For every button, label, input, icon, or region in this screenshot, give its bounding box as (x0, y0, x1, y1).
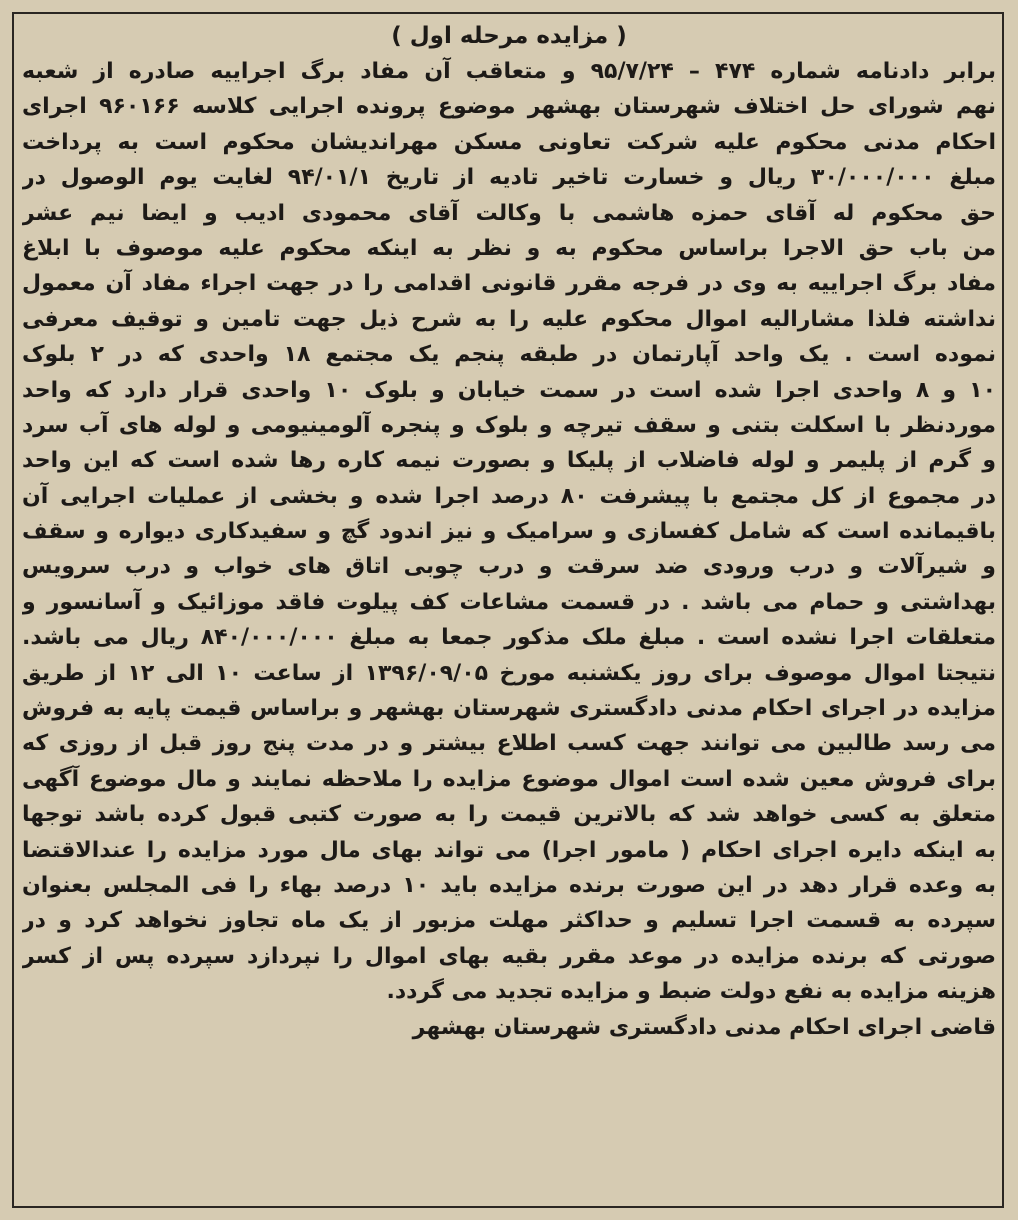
notice-line: من باب حق الاجرا براساس محکوم به و نظر به اینکه محکوم علیه موصوف با ابلاغ (22, 235, 996, 261)
notice-line: و شیرآلات و درب ورودی ضد سرقت و درب چوبی اتاق های خواب و درب سرویس (22, 554, 996, 580)
notice-title: ( مزایده مرحله اول ) (391, 23, 627, 49)
notice-line: به وعده قرار دهد در این صورت برنده مزایده باید ۱۰ درصد بهاء را فی المجلس بعنوان (22, 872, 996, 898)
notice-line: و گرم از پلیمر و لوله فاضلاب از پلیکا و بصورت نیمه کاره رها شده است که این واحد (22, 448, 996, 474)
judge-signature-line: قاضی اجرای احکام مدنی دادگستری شهرستان بهشهر (412, 1014, 996, 1040)
notice-line: مبلغ ۳۰/۰۰۰/۰۰۰ ریال و خسارت تاخیر تادیه از تاریخ ۹۴/۰۱/۱ لغایت یوم الوصول در (22, 165, 996, 191)
notice-line: به اینکه دایره اجرای احکام ( مامور اجرا) می تواند بهای مال مورد مزایده را عندالاقتضا (22, 837, 996, 863)
notice-line: در مجموع از کل مجتمع با پیشرفت ۸۰ درصد اجرا شده و بخشی از عملیات اجرایی آن (22, 483, 996, 509)
notice-line: صورتی که برنده مزایده در موعد مقرر بقیه بهای اموال را نپردازد سپرده پس از کسر (22, 943, 996, 969)
notice-line: نهم شورای حل اختلاف شهرستان بهشهر موضوع پرونده اجرایی کلاسه ۹۶۰۱۶۶ اجرای (22, 94, 996, 120)
notice-body (22, 54, 996, 1045)
notice-line: مزایده در اجرای احکام مدنی دادگستری شهرستان بهشهر و براساس قیمت پایه به فروش (22, 696, 996, 722)
notice-line: می رسد طالبین می توانند جهت کسب اطلاع بیشتر و در مدت پنج روز قبل از روزی که (22, 731, 996, 757)
notice-line: هزینه مزایده به نفع دولت ضبط و مزایده تجدید می گردد. (386, 979, 996, 1005)
notice-line: ۱۰ و ۸ واحدی اجرا شده است در سمت خیابان و بلوک ۱۰ واحدی قرار دارد که واحد (22, 377, 996, 403)
notice-line: بهداشتی و حمام می باشد . در قسمت مشاعات کف پیلوت فاقد موزائیک و آسانسور و (22, 589, 996, 615)
notice-line: متعلقات اجرا نشده است . مبلغ ملک مذکور جمعا به مبلغ ۸۴۰/۰۰۰/۰۰۰ ریال می باشد. (22, 625, 996, 651)
notice-line: حق محکوم له آقای حمزه هاشمی با وکالت آقای محمودی ادیب و ایضا نیم عشر (22, 200, 996, 226)
notice-line: مفاد برگ اجراییه به وی در فرجه مقرر قانونی اقدامی را در جهت اجراء مفاد آن معمول (22, 271, 996, 297)
notice-line: باقیمانده است که شامل کفسازی و سرامیک و نیز اندود گچ و سفیدکاری دیواره و سقف (22, 519, 996, 545)
notice-line: نموده است . یک واحد آپارتمان در طبقه پنجم یک مجتمع ۱۸ واحدی که در ۲ بلوک (22, 342, 996, 368)
notice-line: موردنظر با اسکلت بتنی و سقف تیرچه و بلوک و پنجره آلومینیومی و لوله های آب سرد (22, 412, 996, 438)
notice-line: نداشته فلذا مشارالیه اموال محکوم علیه را به شرح ذیل جهت تامین و توقیف معرفی (22, 306, 996, 332)
notice-line: سپرده به قسمت اجرا تسلیم و حداکثر مهلت مزبور از یک ماه تجاوز نخواهد کرد و در (22, 908, 996, 934)
notice-line: نتیجتا اموال موصوف برای روز یکشنبه مورخ ۱۳۹۶/۰۹/۰۵ از ساعت ۱۰ الی ۱۲ از طریق (22, 660, 996, 686)
auction-notice (22, 18, 996, 1045)
notice-line: برابر دادنامه شماره ۴۷۴ – ۹۵/۷/۲۴ و متعاقب آن مفاد برگ اجراییه صادره از شعبه (22, 59, 996, 84)
notice-line: برای فروش معین شده است اموال موضوع مزایده را ملاحظه نمایند و مال موضوع آگهی (22, 766, 996, 792)
notice-line: متعلق به کسی خواهد شد که بالاترین قیمت را به صورت کتبی قبول کرده باشد توجها (22, 802, 996, 828)
notice-line: احکام مدنی محکوم علیه شرکت تعاونی مسکن مهراندیشان محکوم است به پرداخت (22, 129, 996, 155)
